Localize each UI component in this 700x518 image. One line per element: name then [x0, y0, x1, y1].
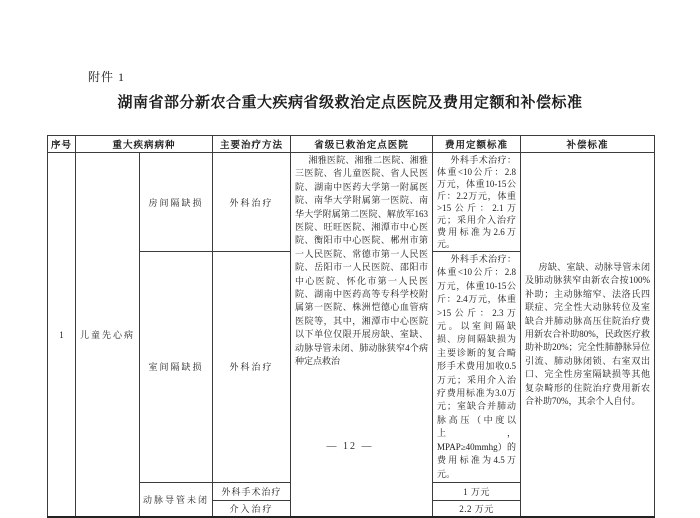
header-disease: 重大疾病病种 — [76, 136, 213, 153]
cell-subdisease-vsd: 室间隔缺损 — [140, 252, 213, 483]
cell-hospitals — [291, 153, 433, 518]
cell-fee-asd — [433, 153, 521, 252]
page-number: — 12 — — [326, 441, 374, 452]
cell-subdisease-pda: 动脉导管未闭 — [140, 482, 213, 517]
cell-fee-pda-surgery: 1 万元 — [433, 482, 521, 500]
attachment-label: 附件 1 — [88, 70, 126, 84]
cell-disease-group: 儿童先心病 — [76, 153, 140, 518]
cell-compensation — [521, 153, 655, 518]
table-header-row — [48, 136, 655, 153]
header-index: 序号 — [48, 136, 76, 153]
fee-vsd-text: 外科手术治疗：体重<10公斤：2.8万元，体重10-15公斤：2.4万元，体重>15公斤：2.3万元。以室间隔缺损、房间隔缺损为主要诊断的复合畸形手术费用加收0.5万元；采用介入治疗费用标准为3.0万元；室缺合并肺动脉高压（中度以上，MPAP≥40mmhg）的费用标准为4.5万元。 — [437, 254, 517, 479]
standards-table — [47, 135, 655, 518]
header-compensation: 补偿标准 — [521, 136, 655, 153]
cell-subdisease-asd: 房间隔缺损 — [140, 153, 213, 252]
compensation-text: 房缺、室缺、动脉导管未闭及肺动脉狭窄由新农合按100%补助；主动脉缩窄、法洛氏四联症、完全性大动脉转位及室缺合并肺动脉高压住院治疗费用新农合补助80%，民政医疗救助补助20%；完全性肺静脉异位引流、肺动脉闭锁、右室双出口、完全性房室隔缺损等其他复杂畸形的住院治疗费用新农合补助70%，其余个人自付。 — [525, 261, 651, 407]
cell-index: 1 — [48, 153, 76, 518]
header-hospitals: 省级已救治定点医院 — [291, 136, 433, 153]
cell-treatment-pda-interventional: 介入治疗 — [213, 500, 291, 517]
cell-treatment-pda-surgery: 外科手术治疗 — [213, 482, 291, 500]
fee-asd-text: 外科手术治疗：体重<10公斤：2.8万元，体重10-15公斤：2.2万元，体重>15公斤：2.1万元；采用介入治疗费用标准为2.6万元。 — [437, 155, 517, 249]
cell-fee-pda-interventional: 2.2 万元 — [433, 500, 521, 517]
cell-treatment-vsd: 外科治疗 — [213, 252, 291, 483]
header-treatment: 主要治疗方法 — [213, 136, 291, 153]
header-fee: 费用定额标准 — [433, 136, 521, 153]
page-title: 湖南省部分新农合重大疾病省级救治定点医院及费用定额和补偿标准 — [117, 95, 583, 111]
table-row — [48, 153, 655, 252]
hospitals-text: 湘雅医院、湘雅二医院、湘雅三医院、省儿童医院、省人民医院、湖南中医药大学第一附属医院、南华大学附属第一医院、南华大学附属第二医院、解放军163医院、旺旺医院、湘潭市中心医院、衡阳市中心医院、郴州市第一人民医院、常德市第一人民医院、岳阳市一人民医院、邵阳市中心医院、怀化市第一人民医院、湖南中医药高等专科学校附属第一医院、株洲恺德心血管病医院等，其中，湘潭市中心医院以下单位仅限开展房缺、室缺、动脉导管未闭、肺动脉狭窄4个病种定点救治 — [295, 155, 429, 367]
cell-treatment-asd: 外科治疗 — [213, 153, 291, 252]
